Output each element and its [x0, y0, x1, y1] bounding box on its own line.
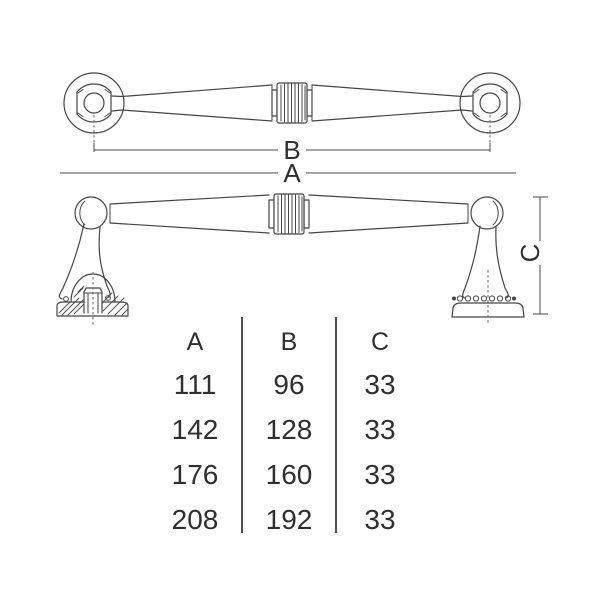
dimension-a — [60, 158, 516, 188]
left-foot-section — [57, 224, 128, 327]
right-arm-bottom-edge — [312, 110, 472, 121]
top-view — [64, 73, 520, 133]
bead — [465, 296, 470, 301]
bead — [457, 296, 462, 301]
knurl-left-collar — [272, 90, 277, 116]
right-foot-right-edge — [496, 227, 508, 298]
left-ball-seam — [80, 201, 85, 225]
left-pivot-hole — [84, 93, 104, 113]
bead — [473, 296, 478, 301]
dimension-c — [515, 197, 548, 314]
bead — [481, 296, 486, 301]
bar-right-bottom-edge — [309, 223, 468, 233]
left-arm-bottom-edge — [112, 110, 272, 121]
side-view — [57, 194, 524, 327]
table-cell-b1: 96 — [273, 368, 305, 400]
left-arm-top-edge — [112, 85, 272, 97]
table-cell-c2: 33 — [364, 413, 396, 445]
bead-end-right — [512, 297, 516, 301]
right-arm-top-edge — [312, 85, 472, 97]
bead — [489, 296, 494, 301]
bar-left-bottom-edge — [110, 223, 269, 233]
knurl-right-collar — [307, 90, 312, 116]
dimension-label-a: A — [283, 158, 301, 188]
right-foot — [452, 226, 524, 324]
table-cell-a1: 111 — [173, 368, 217, 400]
table-cell-c4: 33 — [364, 503, 396, 535]
table-cell-c1: 33 — [364, 368, 396, 400]
right-foot-left-edge — [463, 226, 480, 298]
table-header-c: C — [370, 327, 390, 356]
table-cell-a2: 142 — [171, 413, 219, 445]
left-foot-inner-edge — [99, 227, 110, 298]
table-header-b: B — [280, 327, 298, 356]
side-knurl-right-collar — [304, 200, 309, 228]
table-cell-b3: 160 — [265, 458, 313, 490]
left-foot-outer-edge — [59, 224, 84, 299]
left-rosette-circle — [64, 73, 124, 133]
side-knurl-left-collar — [269, 200, 274, 228]
table-cell-b2: 128 — [265, 413, 313, 445]
bead — [497, 296, 502, 301]
dimension-label-c: C — [515, 243, 545, 263]
dimension-label-b: B — [283, 135, 301, 165]
table-cell-c3: 33 — [364, 458, 396, 490]
table-header-a: A — [186, 327, 204, 356]
right-rosette-circle — [460, 73, 520, 133]
table-cell-a3: 176 — [171, 458, 219, 490]
dimensions-table — [148, 322, 424, 542]
right-ball-seam — [493, 201, 498, 225]
right-pivot-hole — [480, 93, 500, 113]
bar-left-top-edge — [110, 195, 269, 204]
bead-end-left — [452, 297, 456, 301]
bar-right-top-edge — [309, 195, 468, 204]
table-cell-b4: 192 — [265, 503, 313, 535]
table-cell-a4: 208 — [171, 503, 219, 535]
left-foot-curl-left — [64, 297, 69, 302]
